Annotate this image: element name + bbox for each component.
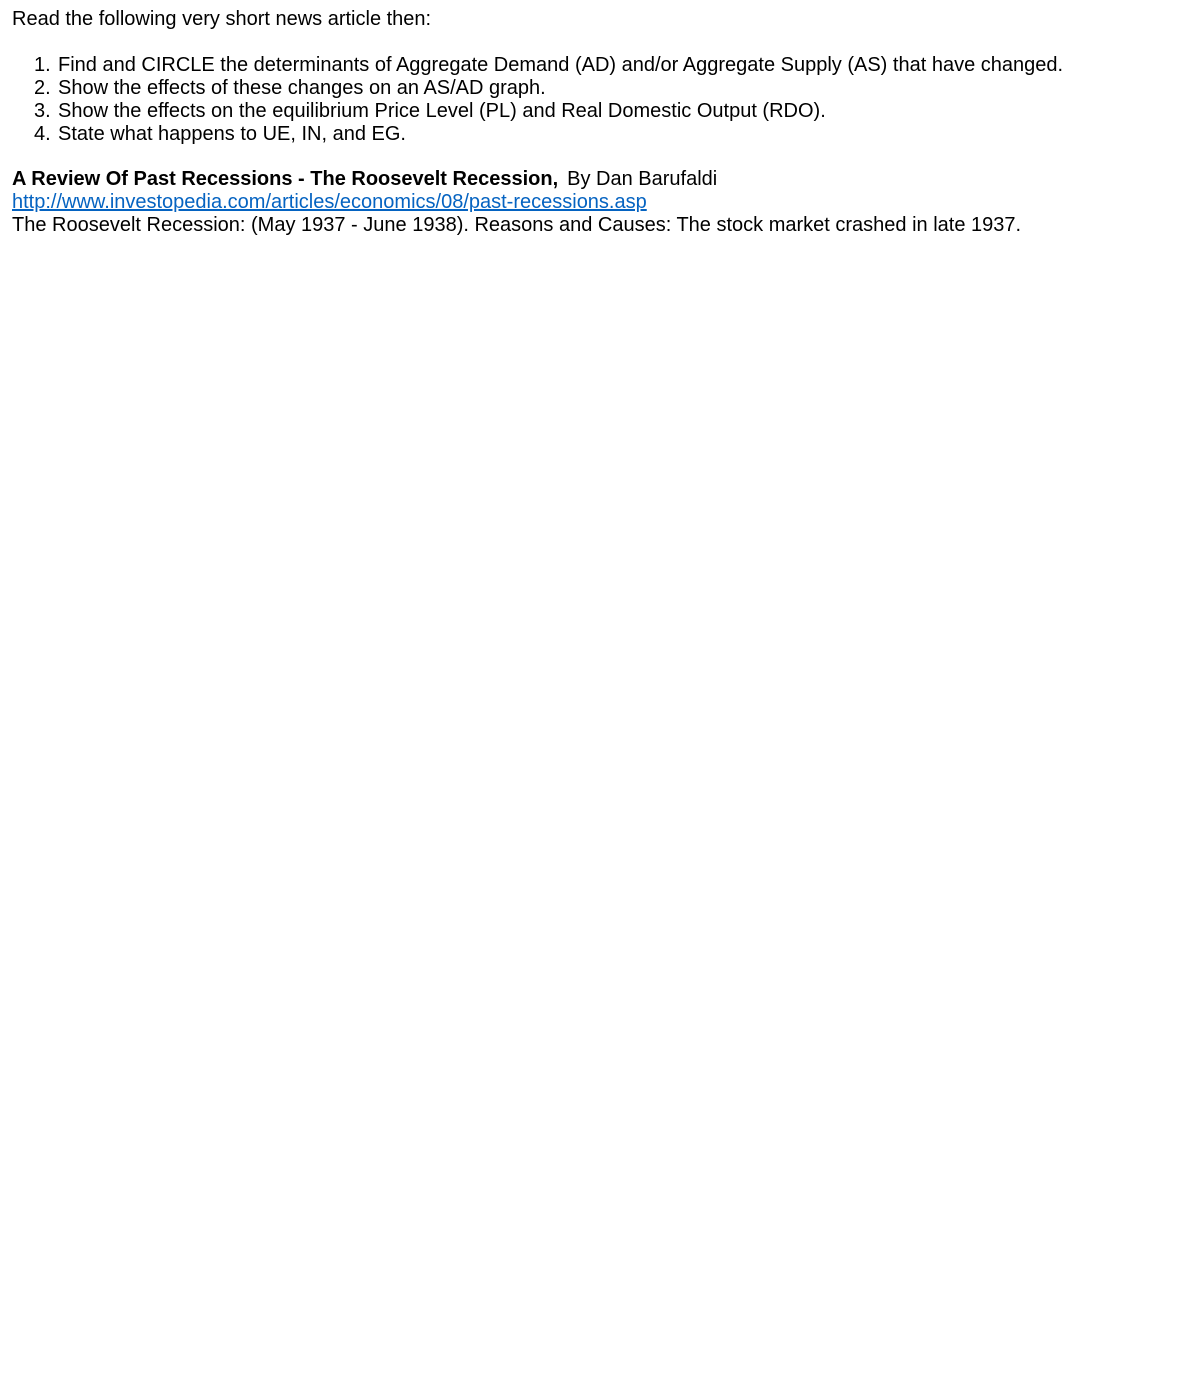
instruction-text: Show the effects of these changes on an AS/AD graph.: [58, 77, 546, 99]
article-section: [12, 168, 1182, 237]
article-author: By Dan Barufaldi: [567, 168, 718, 190]
instructions-list: [12, 54, 1182, 146]
instruction-text: Show the effects on the equilibrium Price Level (PL) and Real Domestic Output (RDO).: [58, 100, 826, 122]
document-content: [12, 8, 1182, 237]
intro-text: Read the following very short news article then:: [12, 8, 432, 30]
instruction-text: State what happens to UE, IN, and EG.: [58, 123, 406, 145]
article-heading: [12, 168, 1182, 191]
instruction-item: [34, 100, 1182, 123]
instruction-item: [34, 77, 1182, 100]
article-link[interactable]: http://www.investopedia.com/articles/economics/08/past-recessions.asp: [12, 191, 647, 213]
instruction-text: Find and CIRCLE the determinants of Aggregate Demand (AD) and/or Aggregate Supply (AS) that have changed.: [58, 54, 1064, 76]
instruction-number: 3.: [34, 100, 51, 122]
instruction-number: 1.: [34, 54, 51, 76]
article-body: The Roosevelt Recession: (May 1937 - June 1938). Reasons and Causes: The stock market crashed in late 1937.: [12, 214, 1022, 236]
instruction-number: 2.: [34, 77, 51, 99]
instruction-item: [34, 54, 1182, 77]
instruction-number: 4.: [34, 123, 51, 145]
article-title: A Review Of Past Recessions - The Roosevelt Recession,: [12, 168, 559, 190]
instruction-item: [34, 123, 1182, 146]
